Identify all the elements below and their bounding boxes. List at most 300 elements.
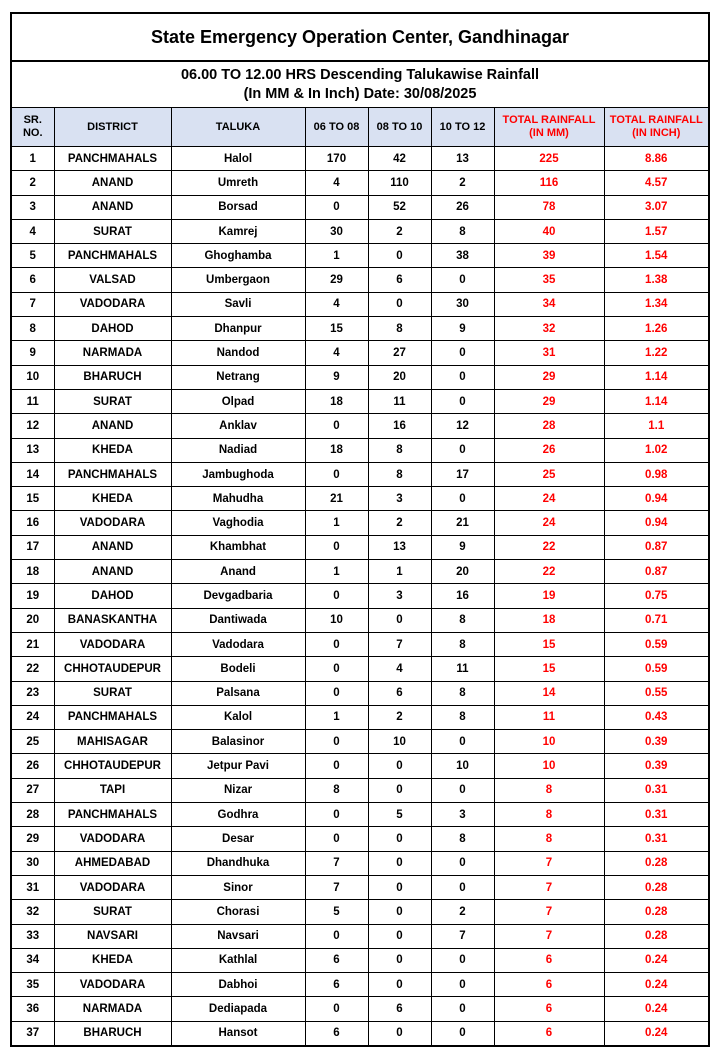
cell-10-to-12: 0 — [431, 948, 494, 972]
cell-06-to-08: 1 — [305, 560, 368, 584]
cell-08-to-10: 0 — [368, 292, 431, 316]
cell-district: NAVSARI — [54, 924, 171, 948]
cell-total-inch: 0.28 — [604, 924, 708, 948]
cell-district: SURAT — [54, 900, 171, 924]
cell-total-mm: 28 — [494, 414, 604, 438]
cell-08-to-10: 6 — [368, 681, 431, 705]
cell-district: BHARUCH — [54, 1021, 171, 1045]
cell-district: SURAT — [54, 219, 171, 243]
cell-06-to-08: 10 — [305, 608, 368, 632]
cell-sr-no: 23 — [12, 681, 54, 705]
header-taluka: TALUKA — [171, 108, 305, 147]
cell-08-to-10: 6 — [368, 268, 431, 292]
table-row — [12, 244, 708, 268]
subtitle-line-1: 06.00 TO 12.00 HRS Descending Talukawise Rainfall — [180, 66, 540, 83]
cell-district: VADODARA — [54, 632, 171, 656]
cell-08-to-10: 0 — [368, 924, 431, 948]
cell-district: NARMADA — [54, 341, 171, 365]
table-row — [12, 438, 708, 462]
cell-sr-no: 30 — [12, 851, 54, 875]
cell-10-to-12: 9 — [431, 535, 494, 559]
cell-total-inch: 0.24 — [604, 997, 708, 1021]
cell-10-to-12: 0 — [431, 997, 494, 1021]
cell-10-to-12: 2 — [431, 171, 494, 195]
table-row — [12, 511, 708, 535]
cell-10-to-12: 10 — [431, 754, 494, 778]
table-row — [12, 851, 708, 875]
cell-sr-no: 29 — [12, 827, 54, 851]
cell-08-to-10: 0 — [368, 244, 431, 268]
cell-sr-no: 18 — [12, 560, 54, 584]
cell-total-mm: 26 — [494, 438, 604, 462]
cell-total-inch: 0.39 — [604, 730, 708, 754]
cell-06-to-08: 15 — [305, 317, 368, 341]
cell-total-inch: 0.59 — [604, 657, 708, 681]
cell-sr-no: 27 — [12, 778, 54, 802]
cell-total-mm: 116 — [494, 171, 604, 195]
cell-total-inch: 0.87 — [604, 560, 708, 584]
cell-district: DAHOD — [54, 584, 171, 608]
cell-district: CHHOTAUDEPUR — [54, 754, 171, 778]
cell-district: VALSAD — [54, 268, 171, 292]
header-district: DISTRICT — [54, 108, 171, 147]
report-subtitle — [12, 62, 708, 108]
cell-08-to-10: 6 — [368, 997, 431, 1021]
cell-06-to-08: 0 — [305, 730, 368, 754]
cell-taluka: Kamrej — [171, 219, 305, 243]
cell-district: DAHOD — [54, 317, 171, 341]
cell-total-inch: 1.57 — [604, 219, 708, 243]
table-row — [12, 948, 708, 972]
cell-06-to-08: 18 — [305, 438, 368, 462]
cell-district: ANAND — [54, 171, 171, 195]
cell-total-mm: 6 — [494, 973, 604, 997]
cell-total-mm: 22 — [494, 560, 604, 584]
header-total-mm: TOTAL RAINFALL (IN MM) — [494, 108, 604, 147]
cell-taluka: Devgadbaria — [171, 584, 305, 608]
cell-10-to-12: 8 — [431, 632, 494, 656]
cell-sr-no: 31 — [12, 875, 54, 899]
cell-10-to-12: 0 — [431, 851, 494, 875]
header-06-to-08: 06 TO 08 — [305, 108, 368, 147]
header-08-to-10: 08 TO 10 — [368, 108, 431, 147]
cell-total-mm: 18 — [494, 608, 604, 632]
cell-total-mm: 25 — [494, 462, 604, 486]
cell-10-to-12: 8 — [431, 681, 494, 705]
cell-06-to-08: 6 — [305, 1021, 368, 1045]
cell-taluka: Mahudha — [171, 487, 305, 511]
table-row — [12, 414, 708, 438]
cell-10-to-12: 0 — [431, 875, 494, 899]
table-header-row — [12, 108, 708, 147]
cell-taluka: Nandod — [171, 341, 305, 365]
cell-10-to-12: 0 — [431, 487, 494, 511]
cell-total-inch: 0.75 — [604, 584, 708, 608]
cell-06-to-08: 6 — [305, 948, 368, 972]
cell-total-inch: 0.39 — [604, 754, 708, 778]
cell-06-to-08: 0 — [305, 827, 368, 851]
cell-district: VADODARA — [54, 875, 171, 899]
cell-taluka: Dediapada — [171, 997, 305, 1021]
cell-06-to-08: 0 — [305, 584, 368, 608]
cell-08-to-10: 13 — [368, 535, 431, 559]
rainfall-table — [12, 108, 708, 1045]
cell-total-inch: 1.02 — [604, 438, 708, 462]
cell-district: KHEDA — [54, 438, 171, 462]
cell-taluka: Navsari — [171, 924, 305, 948]
table-row — [12, 147, 708, 171]
cell-taluka: Dabhoi — [171, 973, 305, 997]
cell-district: KHEDA — [54, 487, 171, 511]
cell-taluka: Jetpur Pavi — [171, 754, 305, 778]
cell-06-to-08: 0 — [305, 924, 368, 948]
cell-total-inch: 0.43 — [604, 705, 708, 729]
cell-10-to-12: 3 — [431, 803, 494, 827]
cell-08-to-10: 42 — [368, 147, 431, 171]
cell-sr-no: 16 — [12, 511, 54, 535]
table-row — [12, 900, 708, 924]
cell-08-to-10: 10 — [368, 730, 431, 754]
cell-total-inch: 1.14 — [604, 365, 708, 389]
cell-total-inch: 0.24 — [604, 973, 708, 997]
cell-sr-no: 14 — [12, 462, 54, 486]
table-row — [12, 195, 708, 219]
cell-08-to-10: 7 — [368, 632, 431, 656]
cell-sr-no: 4 — [12, 219, 54, 243]
cell-total-mm: 34 — [494, 292, 604, 316]
table-row — [12, 803, 708, 827]
cell-taluka: Ghoghamba — [171, 244, 305, 268]
table-row — [12, 365, 708, 389]
cell-08-to-10: 0 — [368, 754, 431, 778]
cell-10-to-12: 8 — [431, 705, 494, 729]
cell-total-mm: 6 — [494, 997, 604, 1021]
cell-10-to-12: 8 — [431, 219, 494, 243]
table-row — [12, 462, 708, 486]
cell-sr-no: 37 — [12, 1021, 54, 1045]
cell-total-mm: 7 — [494, 924, 604, 948]
cell-sr-no: 24 — [12, 705, 54, 729]
cell-sr-no: 33 — [12, 924, 54, 948]
cell-taluka: Khambhat — [171, 535, 305, 559]
cell-10-to-12: 9 — [431, 317, 494, 341]
table-row — [12, 1021, 708, 1045]
cell-10-to-12: 0 — [431, 438, 494, 462]
table-row — [12, 924, 708, 948]
cell-10-to-12: 7 — [431, 924, 494, 948]
table-row — [12, 730, 708, 754]
cell-total-mm: 7 — [494, 851, 604, 875]
table-row — [12, 487, 708, 511]
cell-total-inch: 4.57 — [604, 171, 708, 195]
cell-taluka: Olpad — [171, 389, 305, 413]
cell-08-to-10: 0 — [368, 778, 431, 802]
cell-taluka: Palsana — [171, 681, 305, 705]
cell-08-to-10: 3 — [368, 487, 431, 511]
cell-08-to-10: 1 — [368, 560, 431, 584]
cell-taluka: Hansot — [171, 1021, 305, 1045]
cell-06-to-08: 1 — [305, 511, 368, 535]
table-row — [12, 219, 708, 243]
cell-taluka: Vadodara — [171, 632, 305, 656]
cell-06-to-08: 4 — [305, 292, 368, 316]
cell-district: VADODARA — [54, 511, 171, 535]
rainfall-report — [10, 12, 710, 1047]
cell-sr-no: 34 — [12, 948, 54, 972]
cell-06-to-08: 0 — [305, 754, 368, 778]
cell-06-to-08: 5 — [305, 900, 368, 924]
cell-sr-no: 32 — [12, 900, 54, 924]
cell-total-mm: 24 — [494, 487, 604, 511]
cell-total-inch: 0.98 — [604, 462, 708, 486]
cell-06-to-08: 0 — [305, 803, 368, 827]
cell-taluka: Jambughoda — [171, 462, 305, 486]
cell-district: ANAND — [54, 560, 171, 584]
cell-08-to-10: 16 — [368, 414, 431, 438]
header-total-inch: TOTAL RAINFALL (IN INCH) — [604, 108, 708, 147]
cell-10-to-12: 0 — [431, 365, 494, 389]
cell-district: MAHISAGAR — [54, 730, 171, 754]
cell-08-to-10: 4 — [368, 657, 431, 681]
cell-sr-no: 19 — [12, 584, 54, 608]
cell-sr-no: 21 — [12, 632, 54, 656]
cell-total-inch: 1.54 — [604, 244, 708, 268]
cell-08-to-10: 0 — [368, 900, 431, 924]
cell-06-to-08: 21 — [305, 487, 368, 511]
cell-total-inch: 1.38 — [604, 268, 708, 292]
cell-10-to-12: 20 — [431, 560, 494, 584]
cell-total-inch: 1.14 — [604, 389, 708, 413]
cell-06-to-08: 0 — [305, 657, 368, 681]
cell-sr-no: 5 — [12, 244, 54, 268]
table-row — [12, 584, 708, 608]
cell-06-to-08: 0 — [305, 632, 368, 656]
cell-taluka: Dhanpur — [171, 317, 305, 341]
cell-district: CHHOTAUDEPUR — [54, 657, 171, 681]
cell-taluka: Savli — [171, 292, 305, 316]
cell-taluka: Dantiwada — [171, 608, 305, 632]
table-row — [12, 292, 708, 316]
cell-10-to-12: 12 — [431, 414, 494, 438]
cell-taluka: Umbergaon — [171, 268, 305, 292]
report-title: State Emergency Operation Center, Gandhinagar — [12, 14, 708, 62]
cell-10-to-12: 21 — [431, 511, 494, 535]
table-row — [12, 754, 708, 778]
table-row — [12, 341, 708, 365]
cell-taluka: Anklav — [171, 414, 305, 438]
table-row — [12, 778, 708, 802]
cell-08-to-10: 2 — [368, 511, 431, 535]
cell-total-inch: 0.24 — [604, 948, 708, 972]
cell-sr-no: 28 — [12, 803, 54, 827]
cell-sr-no: 6 — [12, 268, 54, 292]
cell-sr-no: 12 — [12, 414, 54, 438]
table-row — [12, 317, 708, 341]
cell-total-mm: 22 — [494, 535, 604, 559]
cell-sr-no: 22 — [12, 657, 54, 681]
table-row — [12, 632, 708, 656]
cell-district: NARMADA — [54, 997, 171, 1021]
cell-district: VADODARA — [54, 827, 171, 851]
cell-total-mm: 19 — [494, 584, 604, 608]
cell-district: VADODARA — [54, 973, 171, 997]
cell-06-to-08: 4 — [305, 171, 368, 195]
cell-total-inch: 0.24 — [604, 1021, 708, 1045]
cell-total-mm: 8 — [494, 778, 604, 802]
cell-taluka: Vaghodia — [171, 511, 305, 535]
cell-08-to-10: 2 — [368, 219, 431, 243]
cell-06-to-08: 7 — [305, 851, 368, 875]
cell-sr-no: 26 — [12, 754, 54, 778]
cell-sr-no: 9 — [12, 341, 54, 365]
cell-district: ANAND — [54, 535, 171, 559]
cell-total-mm: 40 — [494, 219, 604, 243]
cell-total-mm: 8 — [494, 827, 604, 851]
cell-08-to-10: 8 — [368, 462, 431, 486]
table-row — [12, 535, 708, 559]
table-row — [12, 389, 708, 413]
cell-total-mm: 15 — [494, 657, 604, 681]
cell-sr-no: 11 — [12, 389, 54, 413]
cell-total-mm: 10 — [494, 754, 604, 778]
cell-district: PANCHMAHALS — [54, 803, 171, 827]
cell-total-inch: 0.71 — [604, 608, 708, 632]
cell-total-mm: 10 — [494, 730, 604, 754]
cell-total-mm: 11 — [494, 705, 604, 729]
cell-total-mm: 225 — [494, 147, 604, 171]
table-row — [12, 997, 708, 1021]
cell-district: ANAND — [54, 195, 171, 219]
cell-total-inch: 0.28 — [604, 900, 708, 924]
cell-10-to-12: 2 — [431, 900, 494, 924]
cell-08-to-10: 110 — [368, 171, 431, 195]
cell-taluka: Nadiad — [171, 438, 305, 462]
cell-06-to-08: 1 — [305, 244, 368, 268]
cell-06-to-08: 9 — [305, 365, 368, 389]
cell-08-to-10: 0 — [368, 875, 431, 899]
cell-total-mm: 6 — [494, 948, 604, 972]
cell-total-inch: 3.07 — [604, 195, 708, 219]
table-row — [12, 973, 708, 997]
cell-sr-no: 2 — [12, 171, 54, 195]
cell-10-to-12: 13 — [431, 147, 494, 171]
cell-total-mm: 6 — [494, 1021, 604, 1045]
header-sr-no: SR. NO. — [12, 108, 54, 147]
cell-08-to-10: 3 — [368, 584, 431, 608]
cell-taluka: Netrang — [171, 365, 305, 389]
cell-08-to-10: 5 — [368, 803, 431, 827]
cell-08-to-10: 27 — [368, 341, 431, 365]
cell-total-inch: 0.31 — [604, 778, 708, 802]
cell-total-mm: 78 — [494, 195, 604, 219]
cell-06-to-08: 1 — [305, 705, 368, 729]
cell-06-to-08: 4 — [305, 341, 368, 365]
cell-10-to-12: 38 — [431, 244, 494, 268]
cell-taluka: Kalol — [171, 705, 305, 729]
cell-total-mm: 14 — [494, 681, 604, 705]
cell-total-mm: 32 — [494, 317, 604, 341]
cell-taluka: Umreth — [171, 171, 305, 195]
cell-10-to-12: 16 — [431, 584, 494, 608]
cell-sr-no: 8 — [12, 317, 54, 341]
cell-06-to-08: 18 — [305, 389, 368, 413]
cell-08-to-10: 0 — [368, 608, 431, 632]
cell-total-inch: 0.28 — [604, 851, 708, 875]
cell-10-to-12: 8 — [431, 608, 494, 632]
cell-total-inch: 0.94 — [604, 511, 708, 535]
cell-sr-no: 3 — [12, 195, 54, 219]
cell-10-to-12: 0 — [431, 778, 494, 802]
cell-district: PANCHMAHALS — [54, 705, 171, 729]
cell-08-to-10: 0 — [368, 851, 431, 875]
table-row — [12, 705, 708, 729]
cell-08-to-10: 2 — [368, 705, 431, 729]
cell-06-to-08: 7 — [305, 875, 368, 899]
cell-total-inch: 0.31 — [604, 803, 708, 827]
cell-district: ANAND — [54, 414, 171, 438]
cell-taluka: Desar — [171, 827, 305, 851]
cell-total-inch: 0.31 — [604, 827, 708, 851]
cell-sr-no: 10 — [12, 365, 54, 389]
cell-sr-no: 25 — [12, 730, 54, 754]
cell-sr-no: 7 — [12, 292, 54, 316]
cell-total-inch: 0.87 — [604, 535, 708, 559]
cell-total-mm: 8 — [494, 803, 604, 827]
cell-total-mm: 24 — [494, 511, 604, 535]
cell-06-to-08: 0 — [305, 195, 368, 219]
table-row — [12, 560, 708, 584]
cell-total-mm: 7 — [494, 900, 604, 924]
table-body — [12, 147, 708, 1045]
cell-10-to-12: 11 — [431, 657, 494, 681]
cell-sr-no: 20 — [12, 608, 54, 632]
cell-taluka: Borsad — [171, 195, 305, 219]
cell-total-mm: 7 — [494, 875, 604, 899]
cell-06-to-08: 8 — [305, 778, 368, 802]
cell-total-inch: 1.26 — [604, 317, 708, 341]
cell-08-to-10: 20 — [368, 365, 431, 389]
cell-sr-no: 17 — [12, 535, 54, 559]
table-row — [12, 171, 708, 195]
cell-total-inch: 8.86 — [604, 147, 708, 171]
cell-08-to-10: 0 — [368, 1021, 431, 1045]
cell-10-to-12: 30 — [431, 292, 494, 316]
cell-district: AHMEDABAD — [54, 851, 171, 875]
cell-10-to-12: 8 — [431, 827, 494, 851]
cell-06-to-08: 0 — [305, 535, 368, 559]
cell-taluka: Anand — [171, 560, 305, 584]
cell-district: TAPI — [54, 778, 171, 802]
cell-06-to-08: 6 — [305, 973, 368, 997]
cell-06-to-08: 0 — [305, 414, 368, 438]
cell-sr-no: 15 — [12, 487, 54, 511]
cell-08-to-10: 0 — [368, 973, 431, 997]
cell-06-to-08: 29 — [305, 268, 368, 292]
cell-taluka: Bodeli — [171, 657, 305, 681]
cell-06-to-08: 170 — [305, 147, 368, 171]
cell-district: PANCHMAHALS — [54, 462, 171, 486]
cell-total-inch: 1.34 — [604, 292, 708, 316]
table-row — [12, 608, 708, 632]
cell-taluka: Nizar — [171, 778, 305, 802]
cell-district: PANCHMAHALS — [54, 147, 171, 171]
table-row — [12, 875, 708, 899]
cell-total-inch: 1.22 — [604, 341, 708, 365]
cell-10-to-12: 0 — [431, 341, 494, 365]
cell-sr-no: 35 — [12, 973, 54, 997]
cell-total-mm: 29 — [494, 365, 604, 389]
cell-08-to-10: 11 — [368, 389, 431, 413]
